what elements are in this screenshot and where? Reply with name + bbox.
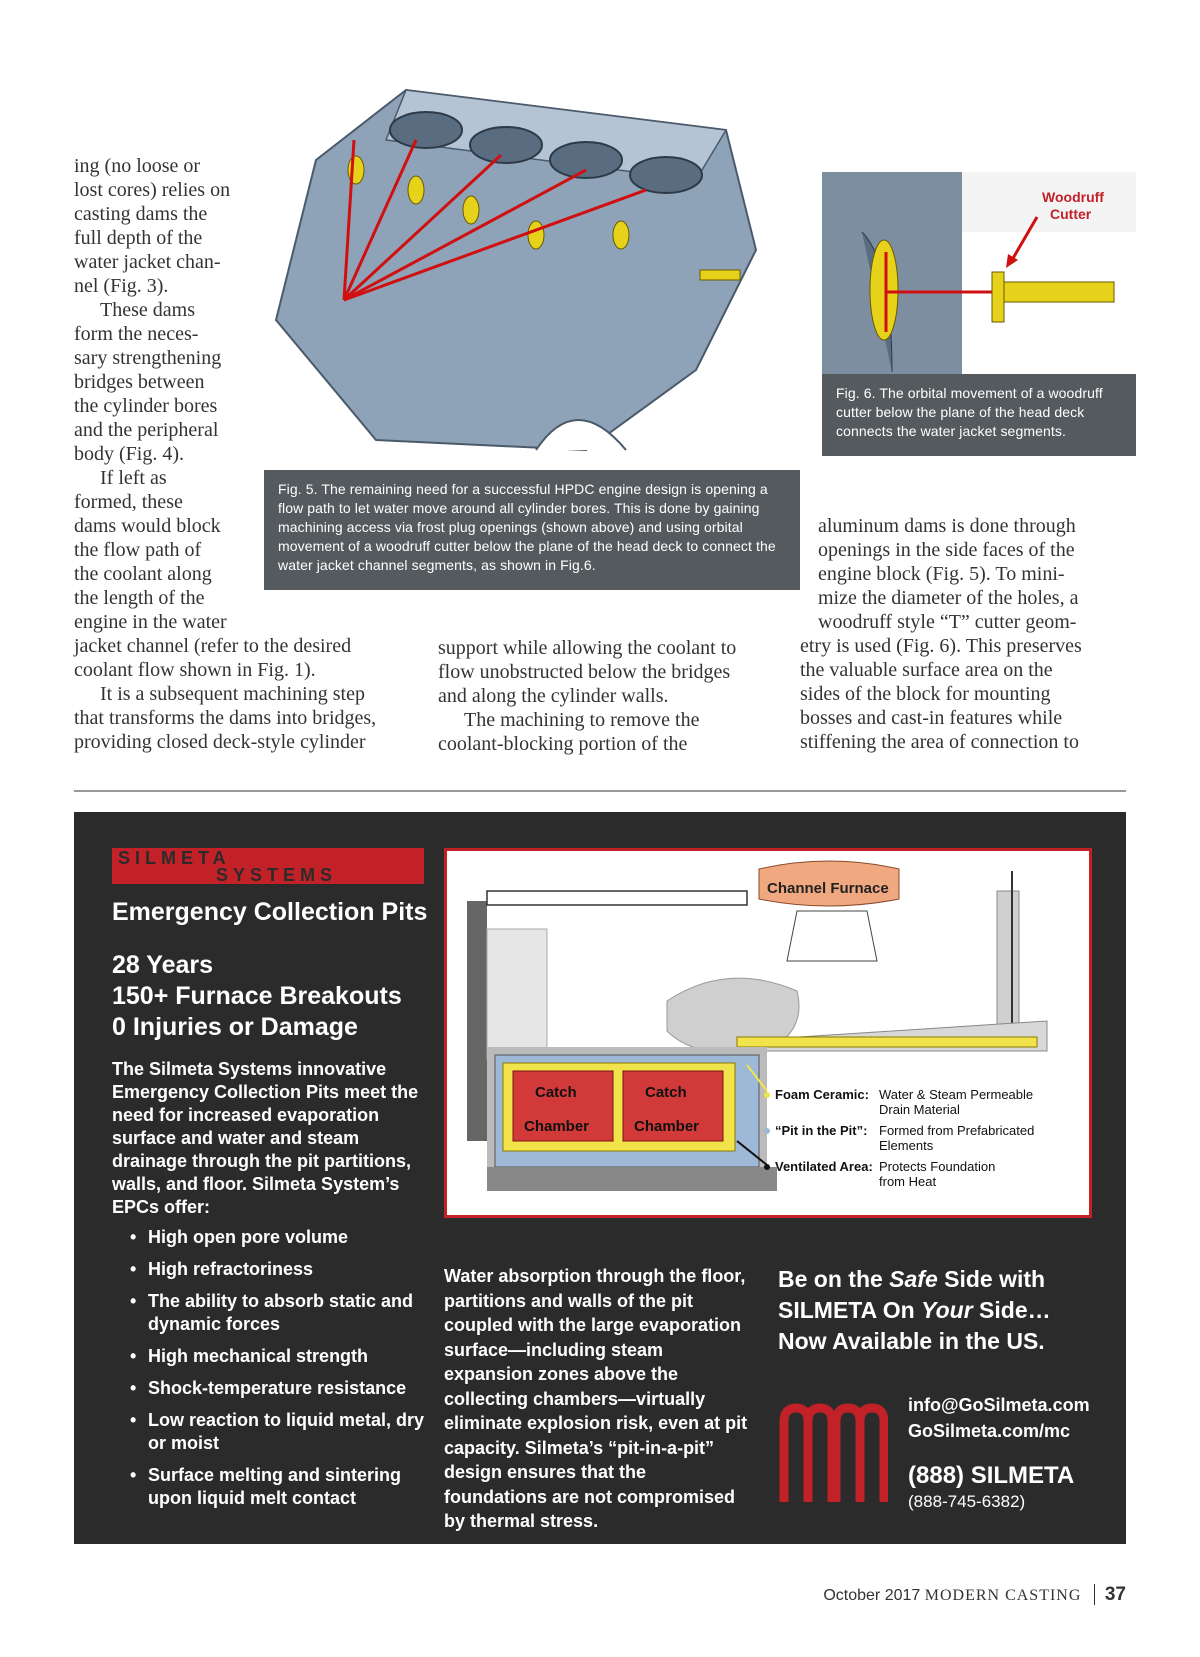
contact-website-link[interactable]: GoSilmeta.com/mc xyxy=(908,1421,1071,1441)
stat-line: 0 Injuries or Damage xyxy=(112,1013,358,1041)
tagline-part: Be on the xyxy=(778,1266,890,1292)
col1-line: the flow path of xyxy=(74,539,202,561)
page-footer xyxy=(823,1584,1126,1606)
diagram-foam-desc1: Water & Steam Permeable xyxy=(879,1087,1034,1102)
collection-pit-diagram xyxy=(444,848,1092,1218)
diagram-foam-label: Foam Ceramic: xyxy=(775,1087,869,1102)
ad-stats xyxy=(112,950,402,1043)
col1-line: sary strengthening xyxy=(74,347,222,369)
contact-phone: (888) SILMETA xyxy=(908,1462,1075,1489)
feature-item: • Surface melting and sintering upon liquid melt contact xyxy=(130,1464,430,1510)
diagram-pit-desc2: Elements xyxy=(879,1138,934,1153)
fig5-engine-block-image xyxy=(256,70,768,470)
col3-line: mize the diameter of the holes, a xyxy=(818,587,1079,609)
feature-item: • High open pore volume xyxy=(130,1226,430,1249)
col3-line: etry is used (Fig. 6). This preserves xyxy=(800,635,1082,657)
tagline-line2 xyxy=(778,1295,1098,1326)
diagram-chamber-label-1: Chamber xyxy=(524,1118,590,1135)
stat-line: 150+ Furnace Breakouts xyxy=(112,982,402,1010)
diagram-catch-label-1: Catch xyxy=(535,1084,577,1101)
col1-line: and the peripheral xyxy=(74,419,219,441)
section-divider xyxy=(74,790,1126,792)
col1-line: full depth of the xyxy=(74,227,203,249)
diagram-pit-desc1: Formed from Prefabricated xyxy=(879,1123,1035,1138)
feature-item: • Low reaction to liquid metal, dry or moist xyxy=(130,1409,430,1455)
ad-tagline xyxy=(778,1264,1098,1357)
feature-item: • The ability to absorb static and dynamic forces xyxy=(130,1290,430,1336)
contact-phone-digits: (888-745-6382) xyxy=(908,1492,1026,1511)
col2-line: The machining to remove the xyxy=(464,709,700,731)
diagram-foam-desc2: Drain Material xyxy=(879,1102,960,1117)
diagram-vent-desc1: Protects Foundation xyxy=(879,1159,996,1174)
tagline-part: Side… xyxy=(972,1297,1051,1323)
col1-line: It is a subsequent machining step xyxy=(100,683,365,705)
diagram-vent-desc2: from Heat xyxy=(879,1174,937,1189)
diagram-vent-label: Ventilated Area: xyxy=(775,1159,873,1174)
article-column-3-wide xyxy=(800,634,1130,754)
fig5-caption: Fig. 5. The remaining need for a successful HPDC engine design is opening a flow path to let water move around all cylinder bores. This is done by gaining machining access via frost plug openings (shown above) and using orbital movement of a woodruff cutter below the plane of the head deck to connect the water jacket channel segments, as shown in Fig.6. xyxy=(264,470,800,590)
silmeta-mm-logo-icon xyxy=(778,1402,888,1512)
col1-line: coolant flow shown in Fig. 1). xyxy=(74,659,316,681)
col1-line: lost cores) relies on xyxy=(74,179,231,201)
fig6-label-line1: Woodruff xyxy=(1042,189,1104,205)
tagline-part: Side with xyxy=(937,1266,1046,1292)
footer-date: October 2017 xyxy=(823,1587,921,1604)
col1-line: form the neces- xyxy=(74,323,199,345)
col3-line: aluminum dams is done through xyxy=(818,515,1076,537)
col3-line: stiffening the area of connection to xyxy=(800,731,1079,753)
feature-item: • High mechanical strength xyxy=(130,1345,430,1368)
silmeta-logo xyxy=(112,848,424,884)
col1-line: providing closed deck-style cylinder xyxy=(74,731,366,753)
col3-line: the valuable surface area on the xyxy=(800,659,1053,681)
article-column-1-narrow xyxy=(74,154,254,634)
article-column-2 xyxy=(438,636,768,756)
col1-line: casting dams the xyxy=(74,203,208,225)
diagram-furnace-label: Channel Furnace xyxy=(767,880,889,897)
diagram-chamber-label-2: Chamber xyxy=(634,1118,700,1135)
ad-contact xyxy=(908,1392,1118,1444)
col1-line: water jacket chan- xyxy=(74,251,221,273)
silmeta-logo-mark xyxy=(112,848,424,884)
silmeta-advertisement xyxy=(74,812,1126,1544)
col1-line: the cylinder bores xyxy=(74,395,218,417)
col1-line: engine in the water xyxy=(74,611,227,633)
tagline-emphasis: Safe xyxy=(889,1266,938,1292)
pit-cross-section-illustration xyxy=(447,851,1089,1215)
ad-feature-list xyxy=(130,1226,430,1519)
logo-line2: SYSTEMS xyxy=(216,865,338,884)
tagline-line3: Now Available in the US. xyxy=(778,1328,1045,1354)
col3-line: woodruff style “T” cutter geom- xyxy=(818,611,1077,633)
col1-line: body (Fig. 4). xyxy=(74,443,184,465)
ad-body-text: Water absorption through the floor, partitions and walls of the pit coupled with the large evaporation surface—including steam expansion zones above the collecting chambers—virtually eliminate explosion risk, even at pit capacity. Silmeta’s “pit-in-a-pit” design ensures that the foundations are not compromised by thermal stress. xyxy=(444,1266,748,1531)
engine-block-illustration xyxy=(256,70,768,470)
col1-line: These dams xyxy=(100,299,195,321)
article-column-3-top xyxy=(818,514,1128,634)
col2-line: support while allowing the coolant to xyxy=(438,637,737,659)
ad-intro: The Silmeta Systems innovative Emergency Collection Pits meet the need for increased evaporation surface and water and steam drainage through the pit partitions, walls, and floor. Silmeta System’s EPCs offer: xyxy=(112,1059,419,1217)
diagram-catch-label-2: Catch xyxy=(645,1084,687,1101)
fig6-caption: Fig. 6. The orbital movement of a woodruff cutter below the plane of the head deck connects the water jacket segments. xyxy=(822,374,1136,456)
col1-line: the coolant along xyxy=(74,563,212,585)
contact-email-link[interactable]: info@GoSilmeta.com xyxy=(908,1395,1090,1415)
logo-line1: SILMETA xyxy=(118,848,231,868)
col1-line: dams would block xyxy=(74,515,221,537)
col1-line: If left as xyxy=(100,467,167,489)
col1-line: formed, these xyxy=(74,491,183,513)
woodruff-cutter-illustration xyxy=(822,172,1136,374)
feature-item: • Shock-temperature resistance xyxy=(130,1377,430,1400)
col1-line: that transforms the dams into bridges, xyxy=(74,707,377,729)
col1-line: jacket channel (refer to the desired xyxy=(74,635,352,657)
col1-line: ing (no loose or xyxy=(74,155,201,177)
col2-line: and along the cylinder walls. xyxy=(438,685,669,707)
fig6-cutter-image xyxy=(822,172,1136,374)
tagline-emphasis: Your xyxy=(921,1297,973,1323)
footer-magazine: MODERN CASTING xyxy=(924,1587,1082,1604)
col3-line: engine block (Fig. 5). To mini- xyxy=(818,563,1065,585)
diagram-pit-label: “Pit in the Pit”: xyxy=(775,1123,868,1138)
col2-line: coolant-blocking portion of the xyxy=(438,733,688,755)
col1-line: the length of the xyxy=(74,587,205,609)
stat-line: 28 Years xyxy=(112,951,214,979)
col3-line: bosses and cast-in features while xyxy=(800,707,1063,729)
col3-line: openings in the side faces of the xyxy=(818,539,1075,561)
article-column-1-wide xyxy=(74,634,414,754)
col3-line: sides of the block for mounting xyxy=(800,683,1051,705)
tagline-part: SILMETA On xyxy=(778,1297,922,1323)
col1-line: bridges between xyxy=(74,371,205,393)
fig6-label-line2: Cutter xyxy=(1050,206,1092,222)
ad-headline: Emergency Collection Pits xyxy=(112,898,428,926)
page-number: 37 xyxy=(1094,1584,1126,1605)
col2-line: flow unobstructed below the bridges xyxy=(438,661,731,683)
feature-item: • High refractoriness xyxy=(130,1258,430,1281)
tagline-line1 xyxy=(778,1264,1098,1295)
col1-line: nel (Fig. 3). xyxy=(74,275,169,297)
